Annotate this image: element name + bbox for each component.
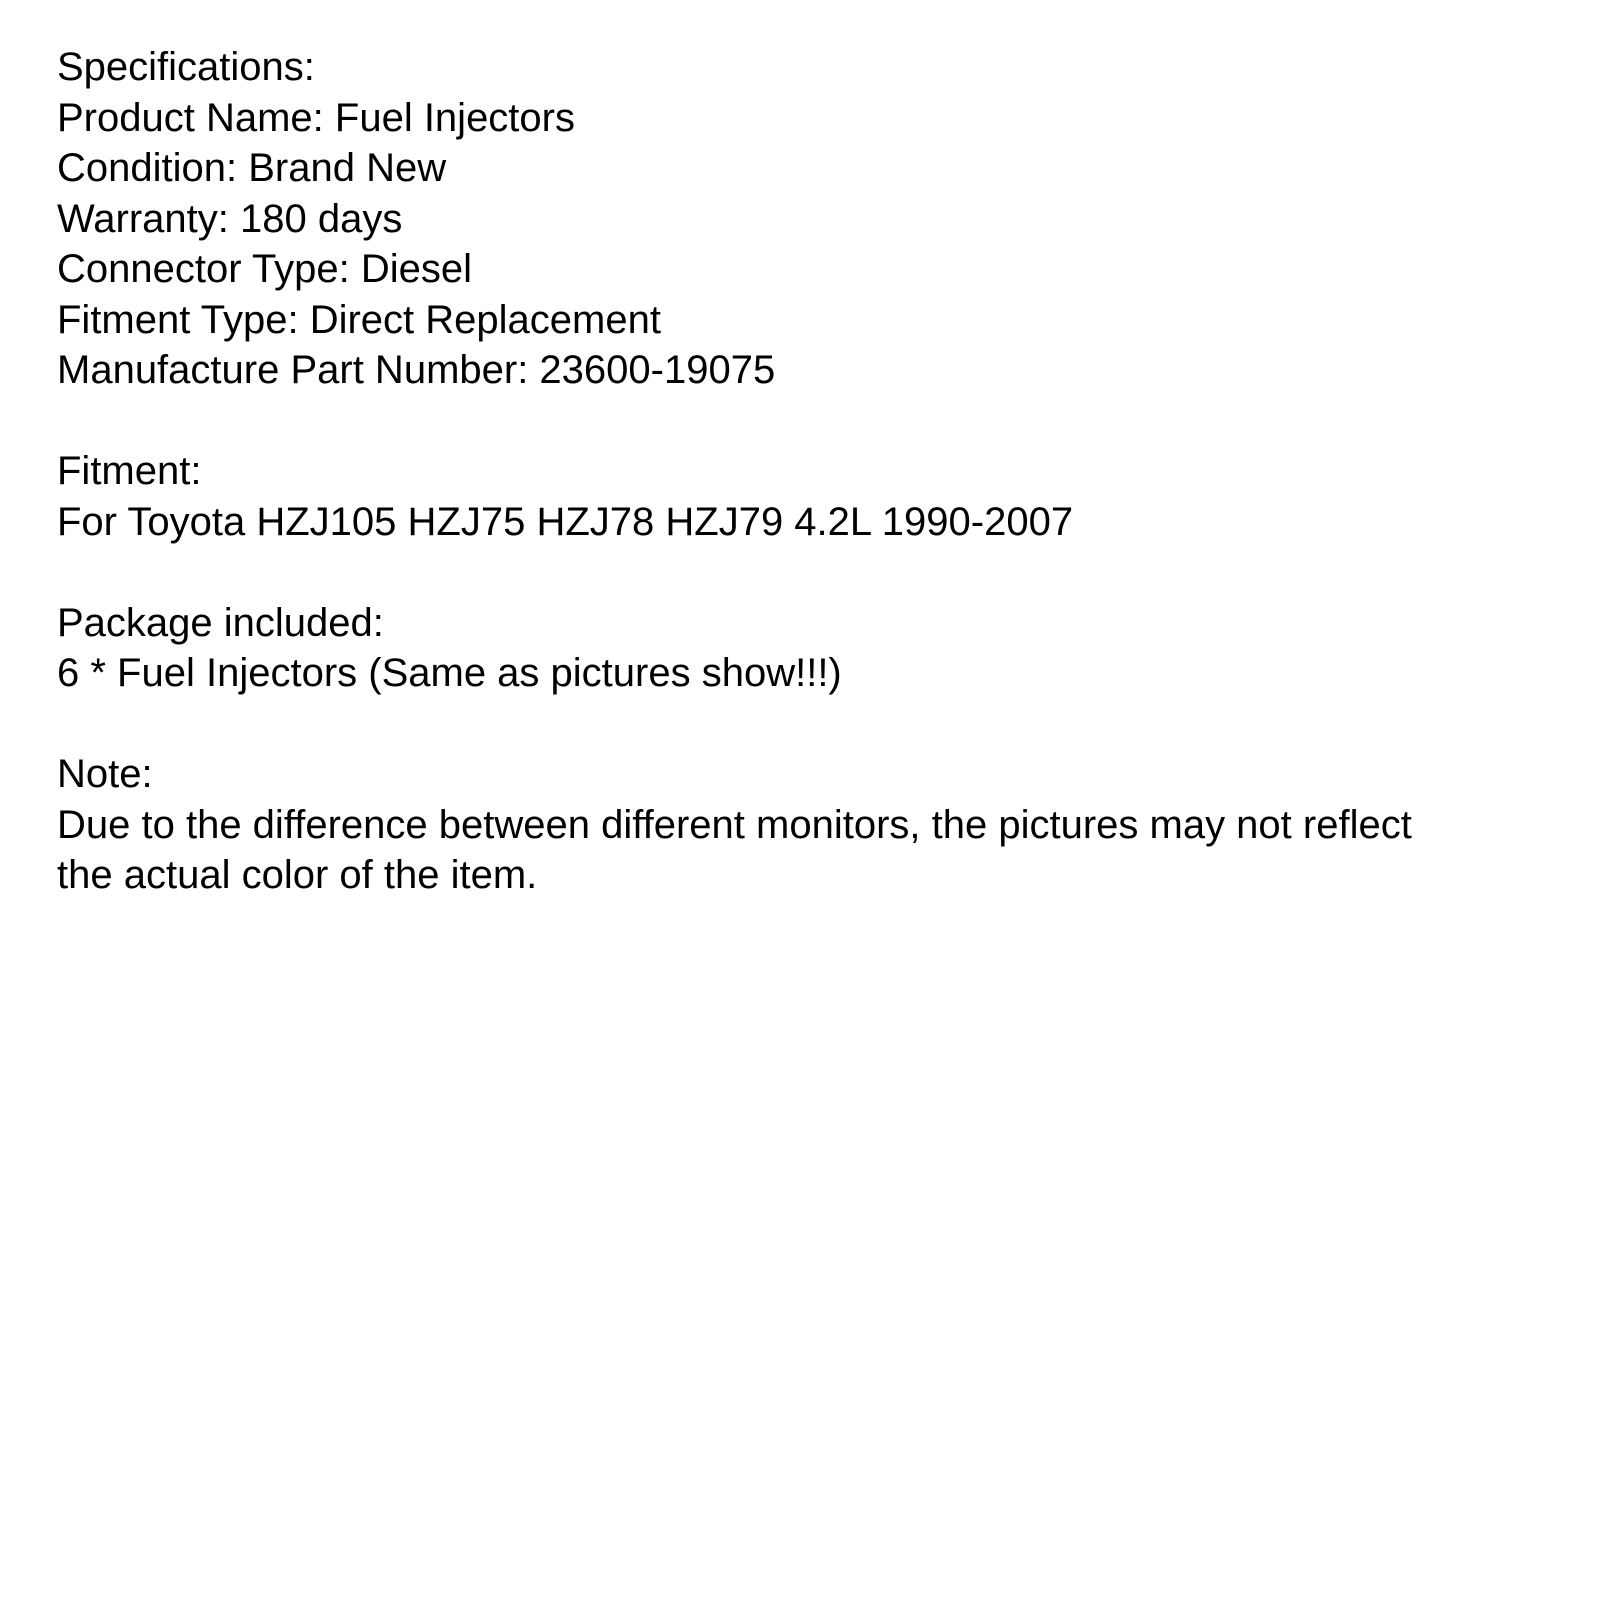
spec-fitment-type: Fitment Type: Direct Replacement <box>57 297 661 342</box>
spacer <box>57 699 1557 750</box>
fitment-section <box>57 446 1557 547</box>
spacer <box>57 547 1557 598</box>
note-text-line-1: Due to the difference between different monitors, the pictures may not reflect <box>57 802 1412 847</box>
product-description <box>57 42 1557 901</box>
fitment-heading: Fitment: <box>57 449 202 493</box>
note-text-line-2: the actual color of the item. <box>57 853 538 897</box>
note-section <box>57 749 1557 901</box>
spec-part-number: Manufacture Part Number: 23600-19075 <box>57 348 776 392</box>
specifications-heading: Specifications: <box>57 45 315 89</box>
note-heading: Note: <box>57 752 153 796</box>
package-section <box>57 598 1557 699</box>
spec-warranty: Warranty: 180 days <box>57 196 403 241</box>
package-heading: Package included: <box>57 600 384 645</box>
spacer <box>57 396 1557 447</box>
package-contents: 6 * Fuel Injectors (Same as pictures show!!!) <box>57 651 842 695</box>
specifications-section <box>57 42 1557 396</box>
spec-condition: Condition: Brand New <box>57 146 447 190</box>
fitment-vehicles: For Toyota HZJ105 HZJ75 HZJ78 HZJ79 4.2L 1990-2007 <box>57 499 1074 544</box>
spec-product-name: Product Name: Fuel Injectors <box>57 95 575 140</box>
spec-connector-type: Connector Type: Diesel <box>57 247 473 291</box>
